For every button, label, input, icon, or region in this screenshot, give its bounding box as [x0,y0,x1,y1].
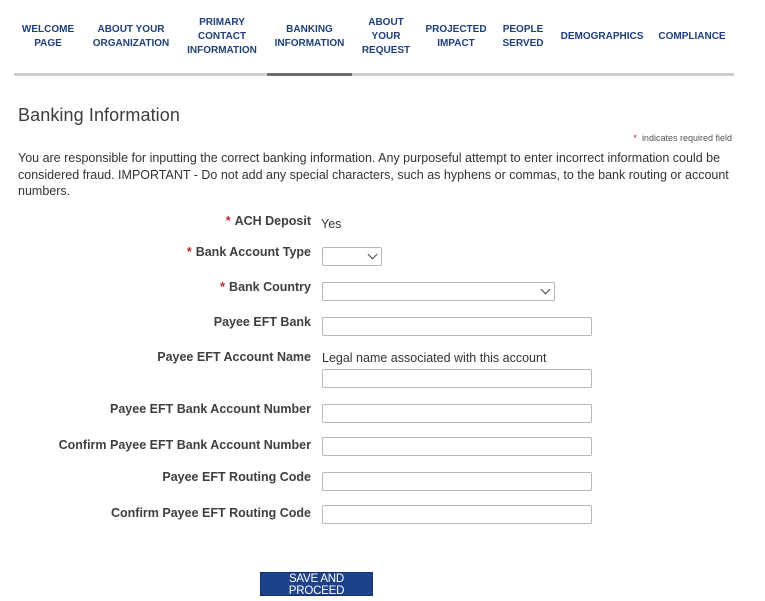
tab-compliance[interactable] [654,0,730,73]
required-field-note [633,133,732,143]
payee-eft-bank-account-number-label: Payee EFT Bank Account Number [110,402,311,416]
intro-text: You are responsible for inputting the correct banking information. Any purposeful attempt to enter incorrect information could be considered fraud. IMPORTANT - Do not add any special characters, such as hyphens or commas, to the bank routing or account numbers. [18,151,729,198]
account-name-help-text: Legal name associated with this account [322,351,547,365]
tab-about-your-organization[interactable] [88,0,174,73]
tab-label: DEMOGRAPHICS [560,30,644,42]
tab-about-your-request[interactable] [358,0,414,73]
tab-demographics[interactable] [559,0,645,73]
tab-primary-contact-information[interactable] [184,0,260,73]
ach-deposit-label [226,214,311,228]
chevron-down-icon [541,285,551,295]
confirm-payee-eft-routing-code-label: Confirm Payee EFT Routing Code [110,506,311,520]
tab-label: PEOPLE SERVED [502,23,544,49]
tab-label: ABOUT YOUR REQUEST [361,16,411,56]
tab-projected-impact[interactable] [422,0,490,73]
tab-welcome-page[interactable] [14,0,82,73]
confirm-payee-eft-bank-account-number-input[interactable] [322,437,592,456]
payee-eft-bank-input[interactable] [322,317,592,336]
label-text: Bank Account Type [195,245,311,259]
payee-eft-bank-account-number-input[interactable] [322,404,592,423]
required-star: * [633,133,637,143]
tab-banking-information[interactable] [267,0,352,76]
tab-label: PROJECTED IMPACT [425,23,487,49]
confirm-payee-eft-routing-code-input[interactable] [322,505,592,524]
bank-country-select[interactable] [322,282,555,301]
label-text: Bank Country [229,280,311,294]
payee-eft-routing-code-label: Payee EFT Routing Code [162,470,311,484]
required-star: * [220,280,226,294]
bank-account-type-select[interactable] [322,247,382,266]
tab-label: PRIMARY CONTACT INFORMATION [187,16,257,56]
bank-account-type-label [187,245,311,259]
tab-label: COMPLIANCE [658,30,726,42]
tab-label: BANKING INFORMATION [274,23,345,49]
payee-eft-account-name-label: Payee EFT Account Name [157,350,311,364]
required-star: * [225,214,231,228]
payee-eft-routing-code-input[interactable] [322,472,592,491]
tab-people-served[interactable] [497,0,549,73]
section-title: Banking Information [18,105,180,125]
payee-eft-bank-label: Payee EFT Bank [213,315,311,329]
bank-country-label [220,280,311,294]
save-and-proceed-button[interactable]: SAVE AND PROCEED [260,572,373,596]
confirm-payee-eft-bank-account-number-label: Confirm Payee EFT Bank Account Number [58,438,311,452]
required-note-text: indicates required field [641,133,732,143]
label-text: ACH Deposit [234,214,311,228]
required-star: * [186,245,192,259]
payee-eft-account-name-input[interactable] [322,369,592,388]
tab-label: WELCOME PAGE [21,23,75,49]
chevron-down-icon [368,250,378,260]
tab-label: ABOUT YOUR ORGANIZATION [92,23,170,49]
wizard-tabs [14,0,734,76]
ach-deposit-value: Yes [321,217,342,231]
